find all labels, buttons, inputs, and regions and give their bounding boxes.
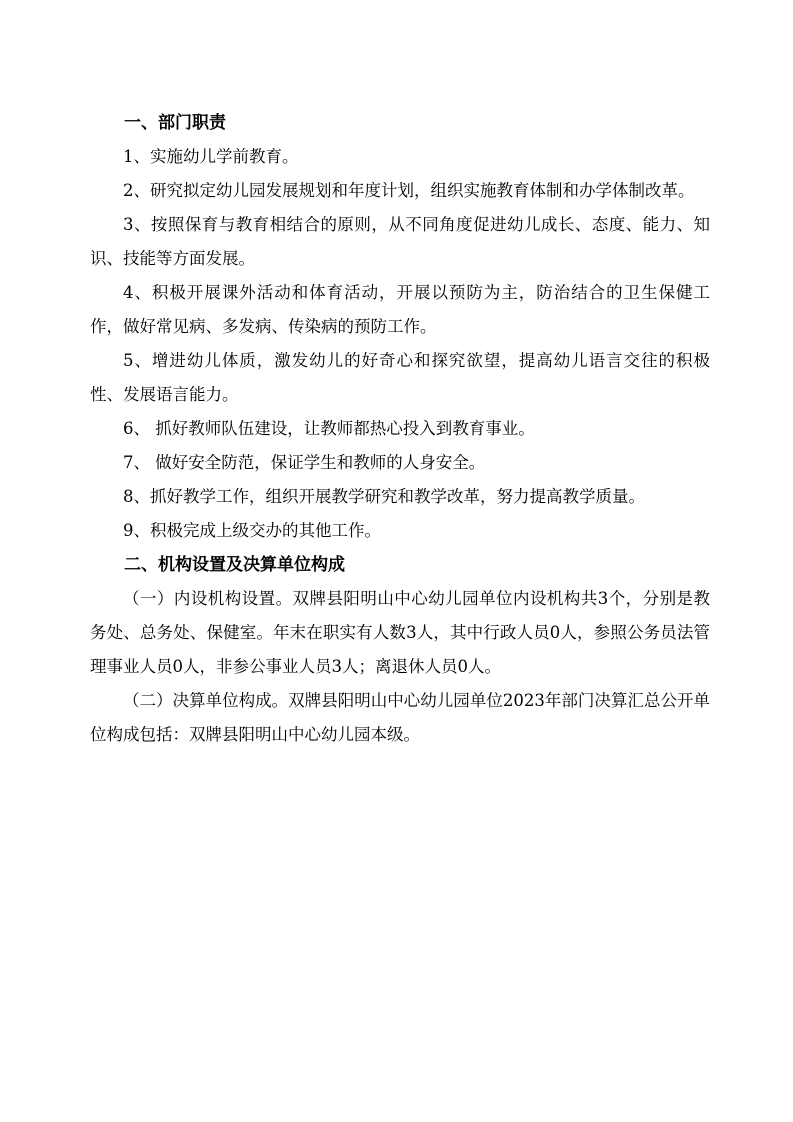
duty-item-5: 5、增进幼儿体质，激发幼儿的好奇心和探究欲望，提高幼儿语言交往的积极性、发展语言能力。 [90, 351, 710, 404]
organization-internal-setup: （一）内设机构设置。双牌县阳明山中心幼儿园单位内设机构共3个，分别是教务处、总务处、保健室。年末在职实有人数3人，其中行政人员0人，参照公务员法管理事业人员0人，非参公事业人员3人；离退休人员0人。 [90, 589, 710, 676]
section-heading-organization: 二、机构设置及决算单位构成 [124, 555, 345, 575]
duty-item-7: 7、 做好安全防范，保证学生和教师的人身安全。 [123, 453, 486, 472]
duty-item-2: 2、研究拟定幼儿园发展规划和年度计划，组织实施教育体制和办学体制改革。 [123, 181, 695, 200]
organization-accounting-units: （二）决算单位构成。双牌县阳明山中心幼儿园单位2023年部门决算汇总公开单位构成包括：双牌县阳明山中心幼儿园本级。 [90, 691, 710, 744]
document-body [90, 106, 710, 752]
duty-item-9: 9、积极完成上级交办的其他工作。 [123, 521, 381, 540]
duty-item-6: 6、 抓好教师队伍建设，让教师都热心投入到教育事业。 [123, 419, 535, 438]
duty-item-1: 1、实施幼儿学前教育。 [123, 147, 299, 166]
duty-item-3: 3、按照保育与教育相结合的原则，从不同角度促进幼儿成长、态度、能力、知识、技能等方面发展。 [90, 215, 710, 268]
section-heading-duties: 一、部门职责 [124, 113, 226, 133]
duty-item-4: 4、积极开展课外活动和体育活动，开展以预防为主，防治结合的卫生保健工作，做好常见病、多发病、传染病的预防工作。 [90, 283, 710, 336]
duty-item-8: 8、抓好教学工作，组织开展教学研究和教学改革，努力提高教学质量。 [123, 487, 645, 506]
